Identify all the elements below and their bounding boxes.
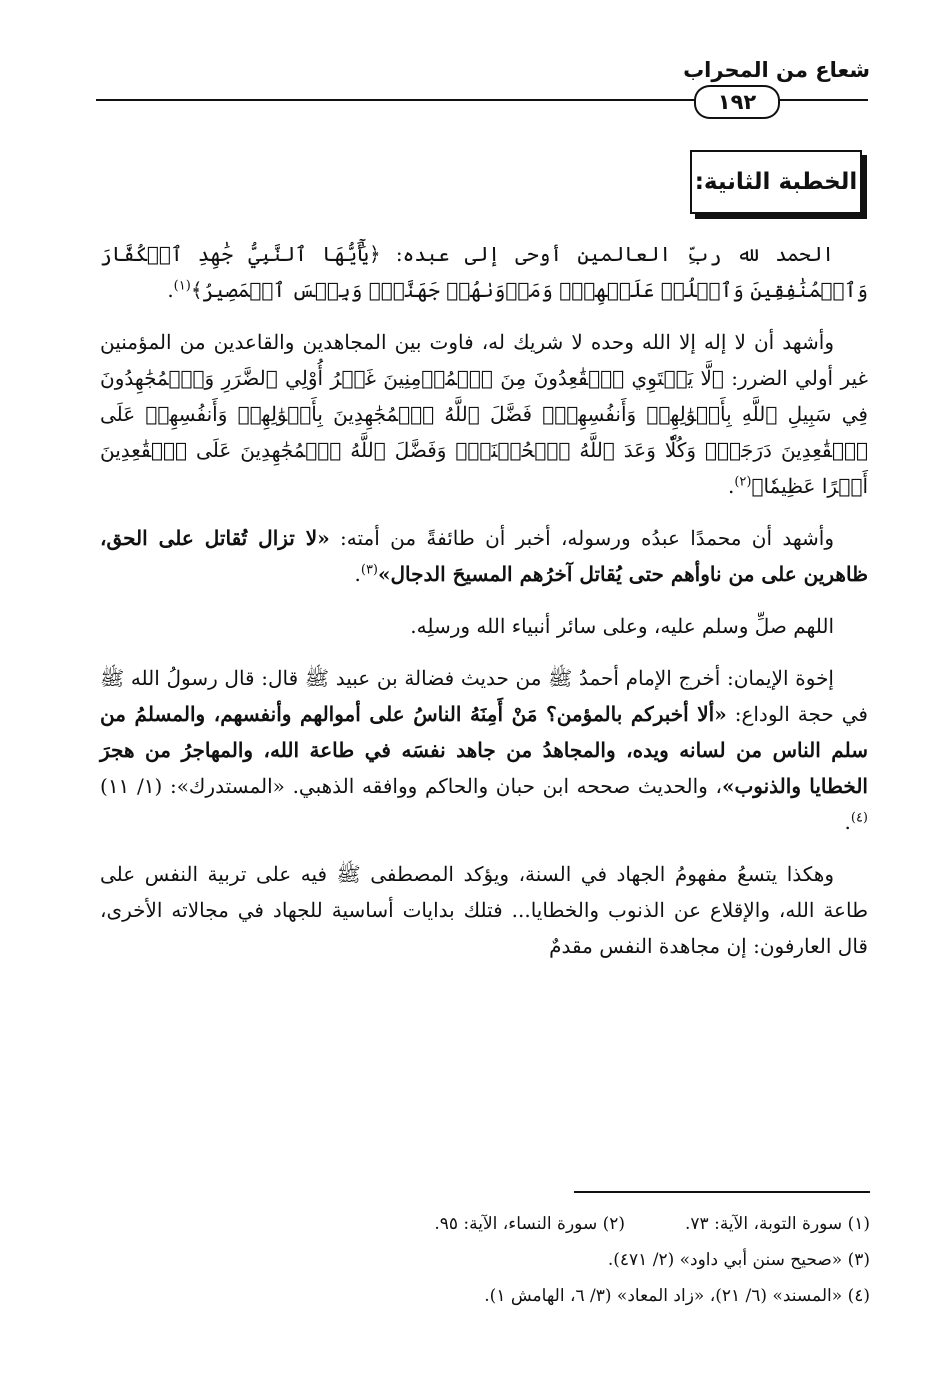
footnote-4: (٤) «المسند» (٦/ ٢١)، «زاد المعاد» (٣/ ٦، الهامش ١). [484,1286,870,1306]
footnote-3: (٣) «صحيح سنن أبي داود» (٢/ ٤٧١). [607,1250,870,1270]
paragraph-5-text-a: إخوة الإيمان: أخرج الإمام أحمدُ ﷺ من حديث فضالة بن عبيد ﷺ قال: قال رسولُ الله ﷺ في حجة الوداع: [100,666,868,726]
paragraph-3: وأشهد أن محمدًا عبدُه ورسوله، أخبر أن طائفةً من أمته: «لا تزال تُقاتل على الحق، ظاهرين على من ناوأهم حتى يُقاتل آخرُهم المسيحَ الدجال»$^{(٣)}$. [100,526,868,586]
footnote-ref-3[interactable]: (٣) [360,562,378,578]
section-heading: الخطبة الثانية: [690,150,862,214]
paragraph-3-text: وأشهد أن محمدًا عبدُه ورسوله، أخبر أن طائفةً من أمته: [329,526,835,550]
footnote-row [100,1206,870,1242]
footnote-2: (٢) سورة النساء، الآية: ٩٥. [434,1214,626,1234]
footnote-1: (١) سورة التوبة، الآية: ٧٣. [685,1214,870,1234]
footnote-ref-4[interactable]: (٤) [850,810,868,826]
paragraph-2: وأشهد أن لا إله إلا الله وحده لا شريك له، فاوت بين المجاهدين والقاعدين من المؤمنين غير أولي الضرر: ﴿لَّا يَسۡتَوِي ٱلۡقَٰعِدُونَ مِنَ ٱلۡمُؤۡمِنِينَ غَيۡرُ أُوْلِي ٱلضَّرَرِ وَٱلۡمُجَٰهِدُونَ فِي سَبِيلِ ٱللَّهِ بِأَمۡوَٰلِهِمۡ وَأَنفُسِهِمۡۚ فَضَّلَ ٱللَّهُ ٱلۡمُجَٰهِدِينَ بِأَمۡوَٰلِهِمۡ وَأَنفُسِهِمۡ عَلَى ٱلۡقَٰعِدِينَ دَرَجَةٗۚ وَكُلّٗا وَعَدَ ٱللَّهُ ٱلۡحُسۡنَىٰۚ وَفَضَّلَ ٱللَّهُ ٱلۡمُجَٰهِدِينَ عَلَى ٱلۡقَٰعِدِينَ أَجۡرًا عَظِيمٗا﴾$^{(٢)}$. [100,330,868,498]
footnote-row [100,1242,870,1278]
footnote-rule [574,1191,870,1193]
footnote-ref-1[interactable]: (١) [173,278,191,294]
footnote-row [100,1278,870,1314]
hadith-quote-1: «لا تزال تُقاتل على الحق، ظاهرين على من ناوأهم حتى يُقاتل آخرُهم المسيحَ الدجال» [100,526,868,586]
body-text [100,236,868,980]
footnote-ref-2[interactable]: (٢) [734,474,752,490]
paragraph-5: إخوة الإيمان: أخرج الإمام أحمدُ ﷺ من حديث فضالة بن عبيد ﷺ قال: قال رسولُ الله ﷺ في حجة الوداع: «ألا أخبركم بالمؤمن؟ مَنْ أَمِنَهُ الناسُ على أموالهم وأنفسهم، والمسلمُ من سلم الناس من لسانه ويده، والمجاهدُ من جاهد نفسَه في طاعة الله، والمهاجرُ من هجرَ الخطايا والذنوب»، والحديث صححه ابن حبان والحاكم ووافقه الذهبي. «المستدرك»: (١/ ١١)$^{(٤)}$. [100,666,868,834]
paragraph-6: وهكذا يتسعُ مفهومُ الجهاد في السنة، ويؤكد المصطفى ﷺ فيه على تربية النفس على طاعة الله، والإقلاع عن الذنوب والخطايا... فتلك بدايات أساسية للجهاد في مجالاته الأخرى، قال العارفون: إن مجاهدة النفس مقدمٌ [100,862,868,958]
page-number: ١٩٢ [694,85,780,119]
paragraph-1-text: الحمد لله ربِّ العالمين أوحى إلى عبده: [380,242,834,266]
quran-verse-1: ﴿يَٰٓأَيُّهَا ٱلنَّبِيُّ جَٰهِدِ ٱلۡكُفَّارَ وَٱلۡمُنَٰفِقِينَ وَٱغۡلُظۡ عَلَيۡهِمۡۚ وَمَأۡوَىٰهُمۡ جَهَنَّمُۖ وَبِئۡسَ ٱلۡمَصِيرُ﴾ [100,242,868,302]
hadith-quote-2: «ألا أخبركم بالمؤمن؟ مَنْ أَمِنَهُ الناسُ على أموالهم وأنفسهم، والمسلمُ من سلم الناس من لسانه ويده، والمجاهدُ من جاهد نفسَه في طاعة الله، والمهاجرُ من هجرَ الخطايا والذنوب» [100,702,868,798]
book-title: شعاع من المحراب [683,58,870,82]
paragraph-2-text: وأشهد أن لا إله إلا الله وحده لا شريك له، فاوت بين المجاهدين والقاعدين من المؤمنين غير أولي الضرر: [100,330,868,390]
footnotes [100,1206,870,1314]
paragraph-4: اللهم صلِّ وسلم عليه، وعلى سائر أنبياء الله ورسلِه. [410,614,834,638]
paragraph-1: الحمد لله ربِّ العالمين أوحى إلى عبده: ﴿يَٰٓأَيُّهَا ٱلنَّبِيُّ جَٰهِدِ ٱلۡكُفَّارَ وَٱلۡمُنَٰفِقِينَ وَٱغۡلُظۡ عَلَيۡهِمۡۚ وَمَأۡوَىٰهُمۡ جَهَنَّمُۖ وَبِئۡسَ ٱلۡمَصِيرُ﴾$^{(١)}$. [100,242,868,302]
quran-verse-2: ﴿لَّا يَسۡتَوِي ٱلۡقَٰعِدُونَ مِنَ ٱلۡمُؤۡمِنِينَ غَيۡرُ أُوْلِي ٱلضَّرَرِ وَٱلۡمُجَٰهِدُونَ فِي سَبِيلِ ٱللَّهِ بِأَمۡوَٰلِهِمۡ وَأَنفُسِهِمۡۚ فَضَّلَ ٱللَّهُ ٱلۡمُجَٰهِدِينَ بِأَمۡوَٰلِهِمۡ وَأَنفُسِهِمۡ عَلَى ٱلۡقَٰعِدِينَ دَرَجَةٗۚ وَكُلّٗا وَعَدَ ٱللَّهُ ٱلۡحُسۡنَىٰۚ وَفَضَّلَ ٱللَّهُ ٱلۡمُجَٰهِدِينَ عَلَى ٱلۡقَٰعِدِينَ أَجۡرًا عَظِيمٗا﴾ [100,366,868,498]
paragraph-5-text-b: ، والحديث صححه ابن حبان والحاكم ووافقه الذهبي. «المستدرك»: (١/ ١١) [100,774,722,798]
